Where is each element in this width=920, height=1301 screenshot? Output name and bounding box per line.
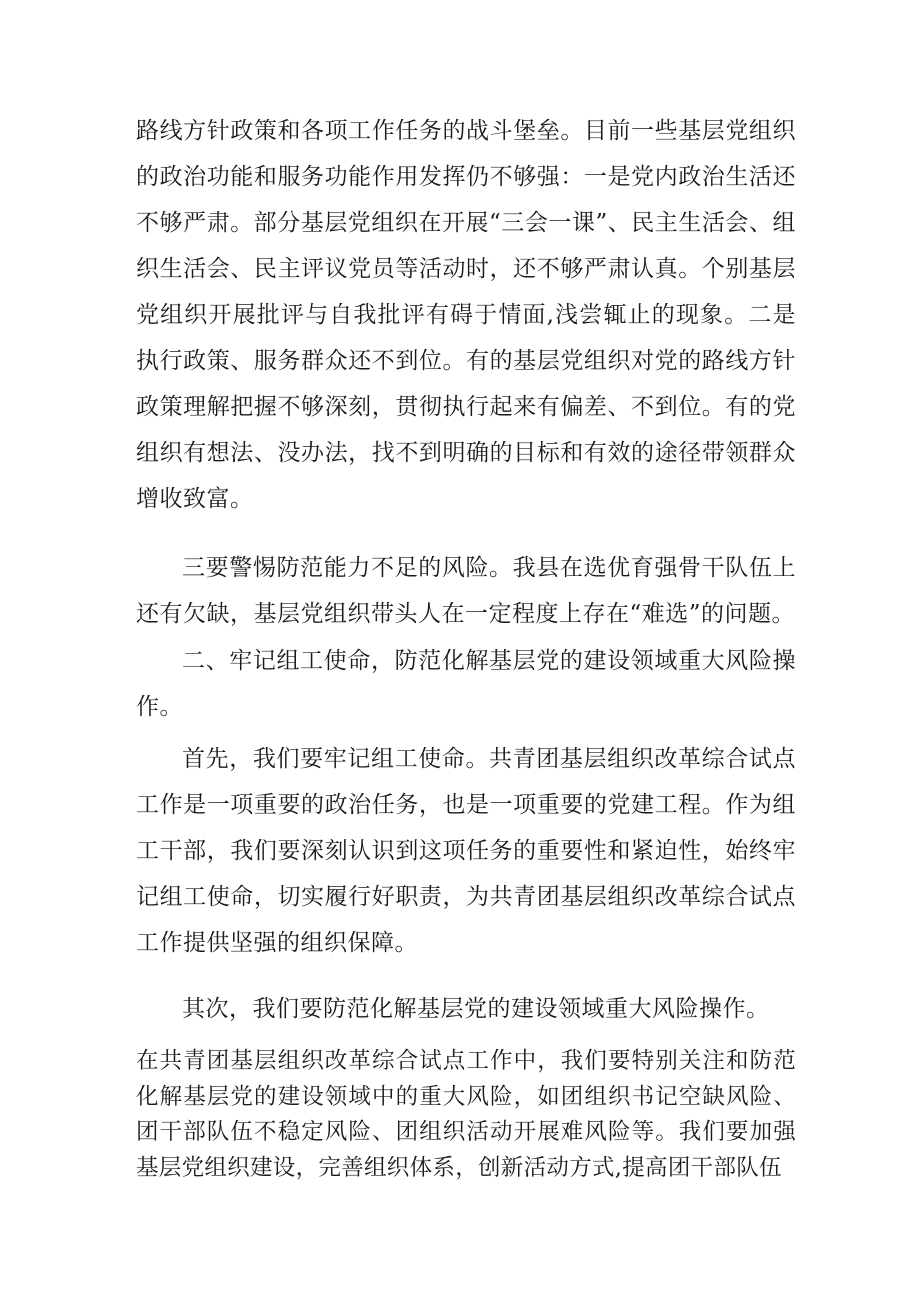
- paragraph-second-risk: 其次，我们要防范化解基层党的建设领域重大风险操作。: [182, 996, 770, 1022]
- paragraph-risk-details: 在共青团基层组织改革综合试点工作中，我们要特别关注和防范化解基层党的建设领域中的重大风险，如团组织书记空缺风险、团干部队伍不稳定风险、团组织活动开展难风险等。我们要加强基层党组织建设，完善组织体系，创新活动方式,提高团干部队伍: [136, 1048, 796, 1181]
- section-heading-two: 二、牢记组工使命，防范化解基层党的建设领域重大风险操作。: [136, 648, 796, 720]
- paragraph-continuation: 路线方针政策和各项工作任务的战斗堡垒。目前一些基层党组织的政治功能和服务功能作用发挥仍不够强：一是党内政治生活还不够严肃。部分基层党组织在开展“三会一课”、民主生活会、组织生活会、民主评议党员等活动时，还不够严肃认真。个别基层党组织开展批评与自我批评有碍于情面,浅尝辄止的现象。二是执行政策、服务群众还不到位。有的基层党组织对党的路线方针政策理解把握不够深刻，贯彻执行起来有偏差、不到位。有的党组织有想法、没办法，找不到明确的目标和有效的途径带领群众增收致富。: [136, 118, 796, 512]
- paragraph-risk-capability: 三要警惕防范能力不足的风险。我县在选优育强骨干队伍上还有欠缺，基层党组织带头人在一定程度上存在“难选”的问题。: [136, 555, 796, 627]
- paragraph-first-mission: 首先，我们要牢记组工使命。共青团基层组织改革综合试点工作是一项重要的政治任务，也是一项重要的党建工程。作为组工干部，我们要深刻认识到这项任务的重要性和紧迫性，始终牢记组工使命，切实履行好职责，为共青团基层组织改革综合试点工作提供坚强的组织保障。: [136, 746, 796, 956]
